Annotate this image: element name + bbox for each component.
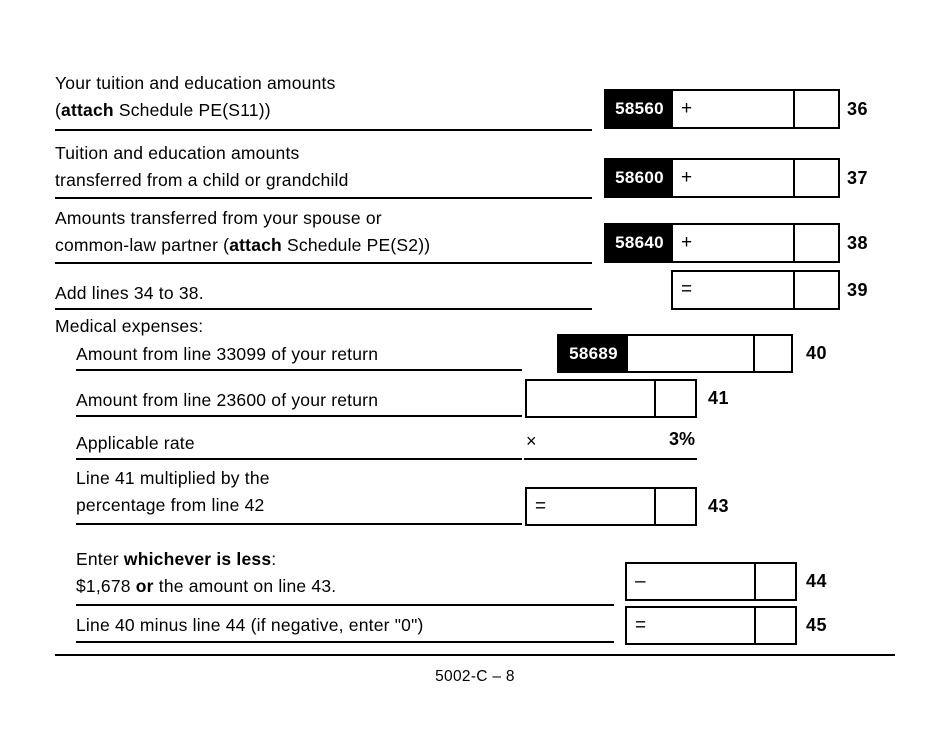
line-44-amount-box[interactable] [625,562,797,601]
line-44-underline [76,604,614,606]
line-43-amount-box[interactable] [525,487,697,526]
line-39-number: 39 [847,280,869,300]
line-42-rate-value: 3% [668,429,695,449]
line-44-colon: : [271,549,277,569]
medical-expenses-heading [55,313,203,340]
line-44-whichever-emphasis: whichever is less [123,549,272,569]
line-44-label-row2 [76,573,336,600]
line-39-label-text-1: Add lines 34 to 38. [55,283,204,303]
line-44-line43-ref: the amount on line 43. [153,576,337,596]
line-36-schedule-text: Schedule PE(S11)) [113,100,271,120]
line-38-amount-box[interactable] [604,223,840,263]
line-41-amount-box[interactable] [525,379,697,418]
line-45-dollars-input[interactable]: = [627,608,754,643]
line-41-cents-input[interactable] [654,381,695,416]
line-37-dollars-input[interactable]: + [673,160,793,196]
line-37-amount-box[interactable] [604,158,840,198]
line-38-number: 38 [847,233,869,253]
line-41-dollars-input[interactable] [527,381,654,416]
line-36-underline [55,129,592,131]
line-44-or-emphasis: or [135,576,154,596]
line-39-cents-input[interactable] [793,272,838,308]
line-39-amount-box[interactable] [671,270,840,310]
line-43-underline [76,523,522,525]
line-42-underline [76,458,522,460]
line-40-label-row1 [76,341,378,368]
line-36-amount-box[interactable] [604,89,840,129]
line-45-number: 45 [806,615,828,635]
line-38-underline [55,262,592,264]
line-38-attach-emphasis: attach [229,235,282,255]
line-38-schedule-text: Schedule PE(S2)) [281,235,431,255]
line-42-label-text-1: Applicable rate [76,433,195,453]
line-43-label-row2 [76,492,264,519]
form-identifier: 5002-C – 8 [435,668,515,685]
line-41-underline [76,415,522,417]
line-43-number: 43 [708,496,730,516]
line-45-cents-input[interactable] [754,608,795,643]
line-38-dollars-input[interactable]: + [673,225,793,261]
line-38-cents-input[interactable] [793,225,838,261]
line-40-field-code: 58689 [559,336,628,371]
line-45-underline [76,641,614,643]
line-38-label-text-1: Amounts transferred from your spouse or [55,208,382,228]
line-36-field-code: 58560 [606,91,673,127]
line-43-cents-input[interactable] [654,489,695,524]
line-36-label-row1 [55,70,336,97]
line-45-label-row1 [76,612,424,639]
line-36-attach-emphasis: attach [61,100,114,120]
line-43-label-text-2: percentage from line 42 [76,495,265,515]
line-37-label-text-2: transferred from a child or grandchild [55,170,349,190]
line-40-number: 40 [806,343,828,363]
line-40-underline [76,369,522,371]
line-36-dollars-input[interactable]: + [673,91,793,127]
line-37-underline [55,197,592,199]
line-36-paren-open: ( [55,100,62,120]
medical-expenses-heading-text: Medical expenses: [55,316,204,336]
line-42-multiply-sign: × [526,431,537,451]
line-44-number: 44 [806,571,828,591]
line-45-label-text-1: Line 40 minus line 44 (if negative, enter "0") [76,615,424,635]
footer-divider [55,654,895,656]
line-39-label-row1 [55,280,204,307]
line-36-cents-input[interactable] [793,91,838,127]
line-40-label-text-1: Amount from line 33099 of your return [76,344,379,364]
line-40-amount-box[interactable] [557,334,793,373]
line-44-amount-text: $1,678 [76,576,136,596]
line-43-label-row1 [76,465,270,492]
line-45-amount-box[interactable] [625,606,797,645]
line-44-label-row1 [76,546,276,573]
line-41-label-text-1: Amount from line 23600 of your return [76,390,379,410]
line-37-number: 37 [847,168,869,188]
line-36-label-text-1: Your tuition and education amounts [55,73,336,93]
line-38-label-row1 [55,205,382,232]
line-38-label-row2 [55,232,430,259]
line-37-label-text-1: Tuition and education amounts [55,143,300,163]
line-44-enter-text: Enter [76,549,124,569]
line-42-label-row1 [76,430,195,457]
line-44-cents-input[interactable] [754,564,795,599]
line-43-dollars-input[interactable]: = [527,489,654,524]
line-41-number: 41 [708,388,730,408]
line-40-dollars-input[interactable] [628,336,753,371]
line-38-partner-text: common-law partner ( [55,235,230,255]
line-44-dollars-input[interactable]: – [627,564,754,599]
line-37-cents-input[interactable] [793,160,838,196]
line-37-field-code: 58600 [606,160,673,196]
line-39-underline [55,308,592,310]
line-37-label-row1 [55,140,299,167]
line-41-label-row1 [76,387,378,414]
line-38-field-code: 58640 [606,225,673,261]
line-39-dollars-input[interactable]: = [673,272,793,308]
line-36-label-row2 [55,97,271,124]
line-42-rate-underline [524,458,697,460]
line-36-number: 36 [847,99,869,119]
line-40-cents-input[interactable] [753,336,791,371]
line-37-label-row2 [55,167,349,194]
line-43-label-text-1: Line 41 multiplied by the [76,468,270,488]
